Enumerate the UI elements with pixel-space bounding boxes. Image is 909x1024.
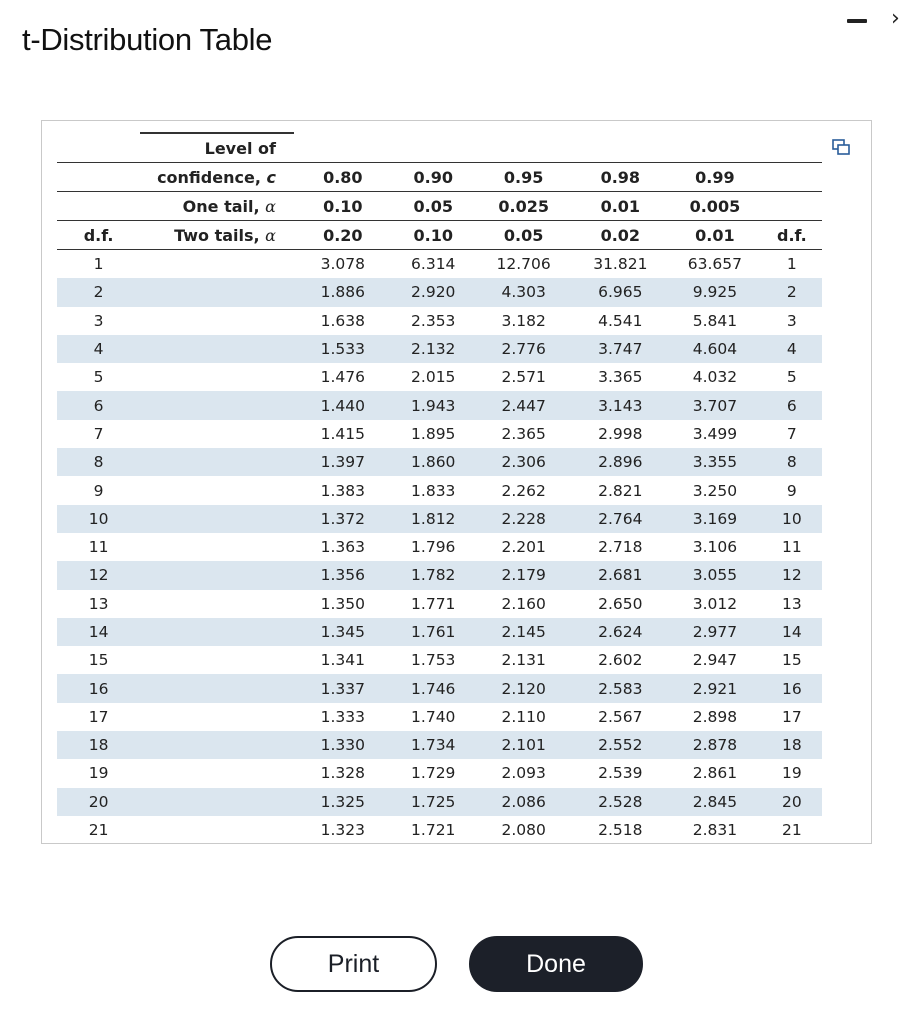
table-row [57,476,822,504]
two-tails-header: 0.05 [475,221,573,250]
critical-value-cell: 2.602 [598,651,643,670]
df-cell: 21 [88,821,109,840]
label-spacer-cell [140,278,294,306]
critical-value-cell: 3.499 [692,424,738,443]
table-row [57,363,822,391]
df-header-right: d.f. [762,221,822,250]
table-row [57,788,822,816]
critical-value-cell: 3.169 [668,505,762,533]
table-row [57,646,822,674]
critical-value-cell: 3.143 [573,391,669,419]
df-cell-right: 16 [762,674,822,702]
df-cell-right: 3 [786,311,797,330]
critical-value-cell: 2.086 [475,788,573,816]
df-cell: 5 [93,368,104,387]
table-row [57,816,822,844]
df-cell-right: 18 [762,731,822,759]
label-spacer-cell [140,420,294,448]
critical-value-cell: 2.977 [668,618,762,646]
critical-value-cell: 3.182 [501,311,546,330]
critical-value-cell: 1.753 [411,651,456,670]
critical-value-cell: 1.895 [411,424,456,443]
df-cell: 19 [88,764,109,783]
one-tail-header: 0.05 [392,192,475,221]
level-of-label: Level of [140,133,294,163]
critical-value-cell: 2.201 [501,538,546,557]
one-tail-header: 0.025 [475,192,573,221]
critical-value-cell: 2.518 [598,821,643,840]
table-row [57,420,822,448]
critical-value-cell: 1.943 [392,391,475,419]
table-row [57,731,822,759]
critical-value-cell: 2.093 [501,764,546,783]
critical-value-cell: 2.764 [573,505,669,533]
critical-value-cell: 2.306 [475,448,573,476]
df-cell: 12 [57,561,140,589]
critical-value-cell: 1.725 [392,788,475,816]
label-spacer-cell [140,448,294,476]
critical-value-cell: 3.078 [320,255,365,274]
label-spacer-cell [140,731,294,759]
critical-value-cell: 3.365 [598,368,643,387]
df-cell: 1 [93,255,104,274]
df-cell: 2 [57,278,140,306]
critical-value-cell: 4.541 [598,311,643,330]
critical-value-cell: 1.886 [294,278,392,306]
critical-value-cell: 2.145 [475,618,573,646]
critical-value-cell: 2.132 [392,335,475,363]
critical-value-cell: 1.345 [294,618,392,646]
critical-value-cell: 2.896 [573,448,669,476]
critical-value-cell: 1.796 [411,538,456,557]
df-cell: 8 [57,448,140,476]
critical-value-cell: 3.355 [668,448,762,476]
critical-value-cell: 2.650 [598,594,643,613]
df-cell: 4 [57,335,140,363]
critical-value-cell: 2.552 [573,731,669,759]
done-button[interactable]: Done [469,936,643,992]
df-cell-right: 8 [762,448,822,476]
critical-value-cell: 2.160 [501,594,546,613]
df-cell: 3 [93,311,104,330]
label-spacer-cell [140,561,294,589]
df-cell-right: 21 [781,821,802,840]
critical-value-cell: 12.706 [496,255,551,274]
df-cell-right: 7 [786,424,797,443]
critical-value-cell: 1.440 [294,391,392,419]
critical-value-cell: 3.055 [668,561,762,589]
label-spacer-cell [140,363,294,391]
label-spacer-cell [140,816,294,844]
label-spacer-cell [140,391,294,419]
table-row [57,448,822,476]
critical-value-cell: 1.328 [320,764,365,783]
critical-value-cell: 2.539 [598,764,643,783]
table-row [57,561,822,589]
critical-value-cell: 2.353 [411,311,456,330]
critical-value-cell: 2.947 [692,651,738,670]
df-cell: 10 [57,505,140,533]
critical-value-cell: 1.746 [392,674,475,702]
df-cell: 17 [88,707,109,726]
critical-value-cell: 2.110 [501,707,546,726]
critical-value-cell: 4.303 [475,278,573,306]
critical-value-cell: 63.657 [687,255,743,274]
critical-value-cell: 1.415 [320,424,365,443]
minimize-icon[interactable] [847,19,867,23]
critical-value-cell: 2.718 [598,538,643,557]
df-cell-right: 10 [762,505,822,533]
label-spacer-cell [140,788,294,816]
critical-value-cell: 1.833 [411,481,456,500]
critical-value-cell: 1.860 [392,448,475,476]
df-cell: 20 [57,788,140,816]
critical-value-cell: 2.624 [573,618,669,646]
critical-value-cell: 2.228 [475,505,573,533]
critical-value-cell: 2.179 [475,561,573,589]
confidence-header: 0.98 [573,163,669,192]
critical-value-cell: 2.583 [573,674,669,702]
critical-value-cell: 1.782 [392,561,475,589]
critical-value-cell: 2.080 [501,821,546,840]
critical-value-cell: 1.350 [320,594,365,613]
one-tail-header: 0.01 [573,192,669,221]
table-row [57,335,822,363]
confidence-header: 0.99 [668,163,762,192]
critical-value-cell: 1.341 [320,651,365,670]
critical-value-cell: 6.314 [411,255,456,274]
critical-value-cell: 2.528 [573,788,669,816]
df-cell-right: 15 [781,651,802,670]
label-spacer-cell [140,759,294,787]
two-tails-header: 0.10 [392,221,475,250]
df-cell: 14 [57,618,140,646]
critical-value-cell: 2.920 [392,278,475,306]
critical-value-cell: 1.325 [294,788,392,816]
label-spacer-cell [140,618,294,646]
df-cell: 15 [88,651,109,670]
critical-value-cell: 3.707 [668,391,762,419]
critical-value-cell: 1.729 [411,764,456,783]
table-header [57,133,822,250]
critical-value-cell: 3.106 [692,538,738,557]
critical-value-cell: 1.330 [294,731,392,759]
label-spacer-cell [140,646,294,674]
confidence-header: 0.95 [475,163,573,192]
df-cell-right: 6 [762,391,822,419]
critical-value-cell: 4.032 [692,368,738,387]
two-tails-header: 0.01 [668,221,762,250]
label-spacer-cell [140,307,294,335]
critical-value-cell: 2.120 [475,674,573,702]
table-row [57,250,822,279]
table-body [57,250,822,845]
critical-value-cell: 2.681 [573,561,669,589]
copy-icon[interactable] [832,139,850,155]
critical-value-cell: 1.734 [392,731,475,759]
critical-value-cell: 2.776 [475,335,573,363]
df-cell-right: 17 [781,707,802,726]
t-distribution-table [57,132,822,844]
df-cell-right: 13 [781,594,802,613]
table-row [57,391,822,419]
critical-value-cell: 1.721 [411,821,456,840]
critical-value-cell: 2.447 [475,391,573,419]
label-spacer-cell [140,590,294,618]
dialog-title: t-Distribution Table [22,22,273,57]
table-row [57,674,822,702]
critical-value-cell: 1.740 [411,707,456,726]
df-cell-right: 14 [762,618,822,646]
confidence-header: 0.80 [294,163,392,192]
critical-value-cell: 2.861 [692,764,738,783]
critical-value-cell: 1.323 [320,821,365,840]
critical-value-cell: 2.262 [501,481,546,500]
critical-value-cell: 1.356 [294,561,392,589]
table-row [57,590,822,618]
critical-value-cell: 3.012 [692,594,738,613]
label-spacer-cell [140,250,294,279]
critical-value-cell: 1.397 [294,448,392,476]
df-cell-right: 12 [762,561,822,589]
critical-value-cell: 2.898 [692,707,738,726]
critical-value-cell: 2.131 [501,651,546,670]
critical-value-cell: 1.363 [320,538,365,557]
critical-value-cell: 2.921 [668,674,762,702]
window-controls [839,6,909,36]
table-row [57,533,822,561]
df-cell: 18 [57,731,140,759]
one-tail-header: 0.10 [294,192,392,221]
critical-value-cell: 1.476 [320,368,365,387]
critical-value-cell: 2.845 [668,788,762,816]
one-tail-header: 0.005 [668,192,762,221]
table-row [57,618,822,646]
one-tail-label: One tail, α [140,192,294,221]
df-cell: 13 [88,594,109,613]
two-tails-label: Two tails, α [140,221,294,250]
confidence-label: confidence, c [140,163,294,192]
critical-value-cell: 1.383 [320,481,365,500]
critical-value-cell: 2.015 [411,368,456,387]
label-spacer-cell [140,505,294,533]
df-header-left: d.f. [57,221,140,250]
critical-value-cell: 6.965 [573,278,669,306]
df-cell: 16 [57,674,140,702]
close-icon[interactable]: › [891,6,900,31]
critical-value-cell: 3.250 [692,481,738,500]
critical-value-cell: 1.771 [411,594,456,613]
df-cell-right: 9 [786,481,797,500]
df-cell-right: 5 [786,368,797,387]
table-row [57,505,822,533]
label-spacer-cell [140,476,294,504]
critical-value-cell: 1.372 [294,505,392,533]
critical-value-cell: 3.747 [573,335,669,363]
df-cell: 9 [93,481,104,500]
critical-value-cell: 2.571 [501,368,546,387]
df-cell-right: 11 [781,538,802,557]
critical-value-cell: 1.533 [294,335,392,363]
df-cell: 11 [88,538,109,557]
critical-value-cell: 31.821 [593,255,648,274]
critical-value-cell: 1.337 [294,674,392,702]
df-cell-right: 1 [786,255,797,274]
critical-value-cell: 1.333 [320,707,365,726]
two-tails-header: 0.02 [573,221,669,250]
label-spacer-cell [140,533,294,561]
df-cell-right: 2 [762,278,822,306]
table-row [57,759,822,787]
critical-value-cell: 2.101 [475,731,573,759]
two-tails-header: 0.20 [294,221,392,250]
critical-value-cell: 5.841 [692,311,738,330]
df-cell-right: 20 [762,788,822,816]
critical-value-cell: 2.998 [598,424,643,443]
critical-value-cell: 1.812 [392,505,475,533]
critical-value-cell: 2.365 [501,424,546,443]
table-frame [41,120,872,844]
label-spacer-cell [140,703,294,731]
critical-value-cell: 1.761 [392,618,475,646]
confidence-header: 0.90 [392,163,475,192]
print-button[interactable]: Print [270,936,437,992]
table-row [57,278,822,306]
critical-value-cell: 2.821 [598,481,643,500]
critical-value-cell: 1.638 [320,311,365,330]
df-cell: 7 [93,424,104,443]
df-cell-right: 19 [781,764,802,783]
table-row [57,703,822,731]
critical-value-cell: 4.604 [668,335,762,363]
critical-value-cell: 2.567 [598,707,643,726]
df-cell-right: 4 [762,335,822,363]
critical-value-cell: 2.831 [692,821,738,840]
label-spacer-cell [140,335,294,363]
table-row [57,307,822,335]
df-cell: 6 [57,391,140,419]
label-spacer-cell [140,674,294,702]
critical-value-cell: 9.925 [668,278,762,306]
critical-value-cell: 2.878 [668,731,762,759]
